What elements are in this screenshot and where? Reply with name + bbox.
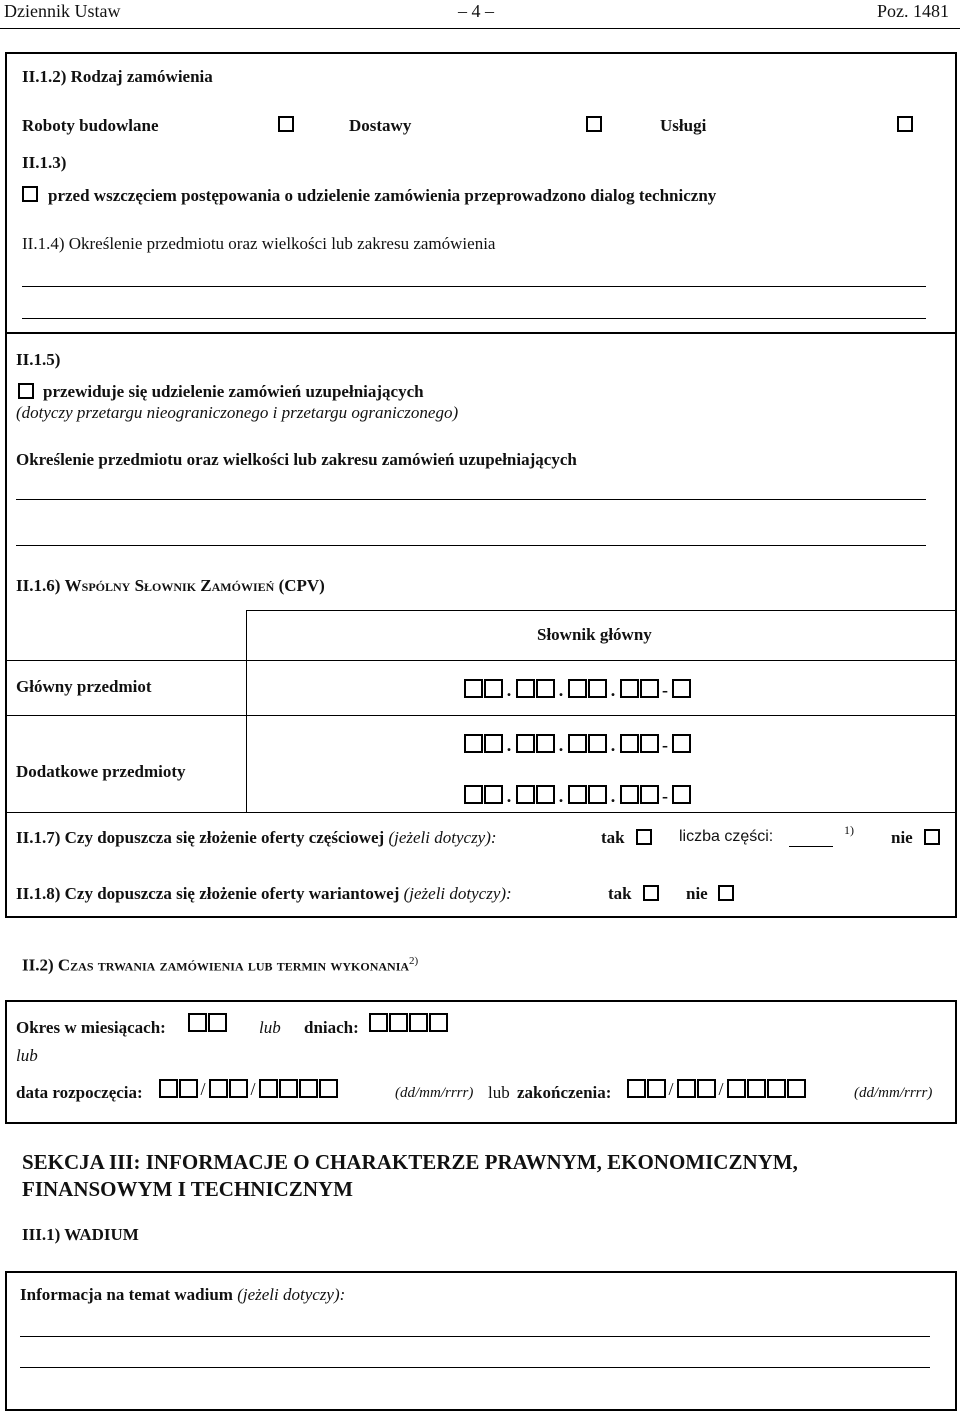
variant-offer-yes-checkbox[interactable] xyxy=(643,885,659,901)
cpv-header-line xyxy=(7,660,955,661)
option-label-supplies: Dostawy xyxy=(349,116,412,135)
days-label: dniach: xyxy=(304,1018,359,1037)
parts-count-input[interactable] xyxy=(789,846,833,847)
cpv-additional-code-1[interactable]: . . . - xyxy=(463,731,691,753)
cpv-additional-code-2[interactable]: . . . - xyxy=(463,782,691,804)
supplementary-line-2[interactable] xyxy=(16,545,926,546)
position-number: Poz. 1481 xyxy=(877,1,949,21)
footnote-1: 1) xyxy=(844,823,854,837)
variant-offer-no-checkbox[interactable] xyxy=(718,885,734,901)
main-dictionary-header: Słownik główny xyxy=(537,625,652,644)
section-iii-title-line-1: SEKCJA III: INFORMACJE O CHARAKTERZE PRAWNYM, EKONOMICZNYM, xyxy=(22,1150,798,1174)
supplementary-orders-checkbox[interactable] xyxy=(18,383,34,399)
or-label-2: lub xyxy=(16,1046,38,1065)
or-label-3: lub xyxy=(488,1083,510,1102)
partial-offer-no-label: nie xyxy=(891,828,913,847)
section-ii-2-title: II.2) Czas trwania zamówienia lub termin wykonania$^{2)}$ xyxy=(22,955,419,975)
technical-dialog-label: przed wszczęciem postępowania o udzielenie zamówienia przeprowadzono dialog techniczny xyxy=(48,186,717,205)
cpv-main-line xyxy=(7,715,955,716)
cpv-table-top xyxy=(246,610,955,611)
section-ii-1-2-title: II.1.2) Rodzaj zamówienia xyxy=(22,67,213,86)
partial-offer-question: II.1.7) Czy dopuszcza się złożenie oferty częściowej (jeżeli dotyczy): xyxy=(16,828,497,847)
partial-offer-yes-checkbox[interactable] xyxy=(636,829,652,845)
variant-offer-yes-label: tak xyxy=(608,884,632,903)
date-format-hint-1: (dd/mm/rrrr) xyxy=(395,1085,474,1101)
works-checkbox[interactable] xyxy=(278,116,294,132)
option-label-works: Roboty budowlane xyxy=(22,116,159,135)
section-iii-1-title: III.1) WADIUM xyxy=(22,1225,139,1244)
supplies-checkbox[interactable] xyxy=(586,116,602,132)
journal-name: Dziennik Ustaw xyxy=(4,1,121,21)
start-date-label: data rozpoczęcia: xyxy=(16,1083,143,1102)
supplementary-orders-note: (dotyczy przetargu nieograniczonego i przetargu ograniczonego) xyxy=(16,403,459,422)
page-number: – 4 – xyxy=(458,1,494,21)
partial-offer-yes-label: tak xyxy=(601,828,625,847)
variant-offer-question: II.1.8) Czy dopuszcza się złożenie oferty wariantowej (jeżeli dotyczy): xyxy=(16,884,512,903)
start-date-input[interactable]: / / xyxy=(158,1079,338,1098)
services-checkbox[interactable] xyxy=(897,116,913,132)
subject-line-1[interactable] xyxy=(22,286,926,287)
cpv-table-divider xyxy=(246,610,247,812)
supplementary-orders-label: przewiduje się udzielenie zamówień uzupełniających xyxy=(43,382,424,401)
subject-line-2[interactable] xyxy=(22,318,926,319)
section-iii-title-line-2: FINANSOWYM I TECHNICZNYM xyxy=(22,1177,353,1201)
end-date-label: zakończenia: xyxy=(517,1083,612,1102)
section-ii-1-3-title: II.1.3) xyxy=(22,153,67,172)
section-ii-1-5-title: II.1.5) xyxy=(16,350,61,369)
date-format-hint-2: (dd/mm/rrrr) xyxy=(854,1085,933,1101)
additional-subjects-label: Dodatkowe przedmioty xyxy=(16,762,186,781)
parts-count-label: liczba części: xyxy=(679,828,774,845)
days-input[interactable] xyxy=(368,1013,448,1032)
main-subject-label: Główny przedmiot xyxy=(16,677,152,696)
variant-offer-no-label: nie xyxy=(686,884,708,903)
months-input[interactable] xyxy=(187,1013,227,1032)
supplementary-subject-label: Określenie przedmiotu oraz wielkości lub zakresu zamówień uzupełniających xyxy=(16,450,577,469)
option-label-services: Usługi xyxy=(660,116,707,135)
end-date-input[interactable]: / / xyxy=(626,1079,806,1098)
cpv-main-code[interactable]: . . . - xyxy=(463,676,691,698)
section-divider xyxy=(7,332,955,334)
supplementary-line-1[interactable] xyxy=(16,499,926,500)
or-label-1: lub xyxy=(259,1018,281,1037)
wadium-line-1[interactable] xyxy=(20,1336,930,1337)
cpv-table-bottom xyxy=(7,812,955,813)
months-label: Okres w miesiącach: xyxy=(16,1018,166,1037)
wadium-line-2[interactable] xyxy=(20,1367,930,1368)
section-ii-1-4-title: II.1.4) Określenie przedmiotu oraz wielkości lub zakresu zamówienia xyxy=(22,234,496,253)
header-divider xyxy=(0,28,960,29)
wadium-label: Informacja na temat wadium (jeżeli dotyczy): xyxy=(20,1285,346,1304)
technical-dialog-checkbox[interactable] xyxy=(22,186,38,202)
partial-offer-no-checkbox[interactable] xyxy=(924,829,940,845)
section-ii-1-6-title: II.1.6) Wspólny Słownik Zamówień (CPV) xyxy=(16,576,325,595)
